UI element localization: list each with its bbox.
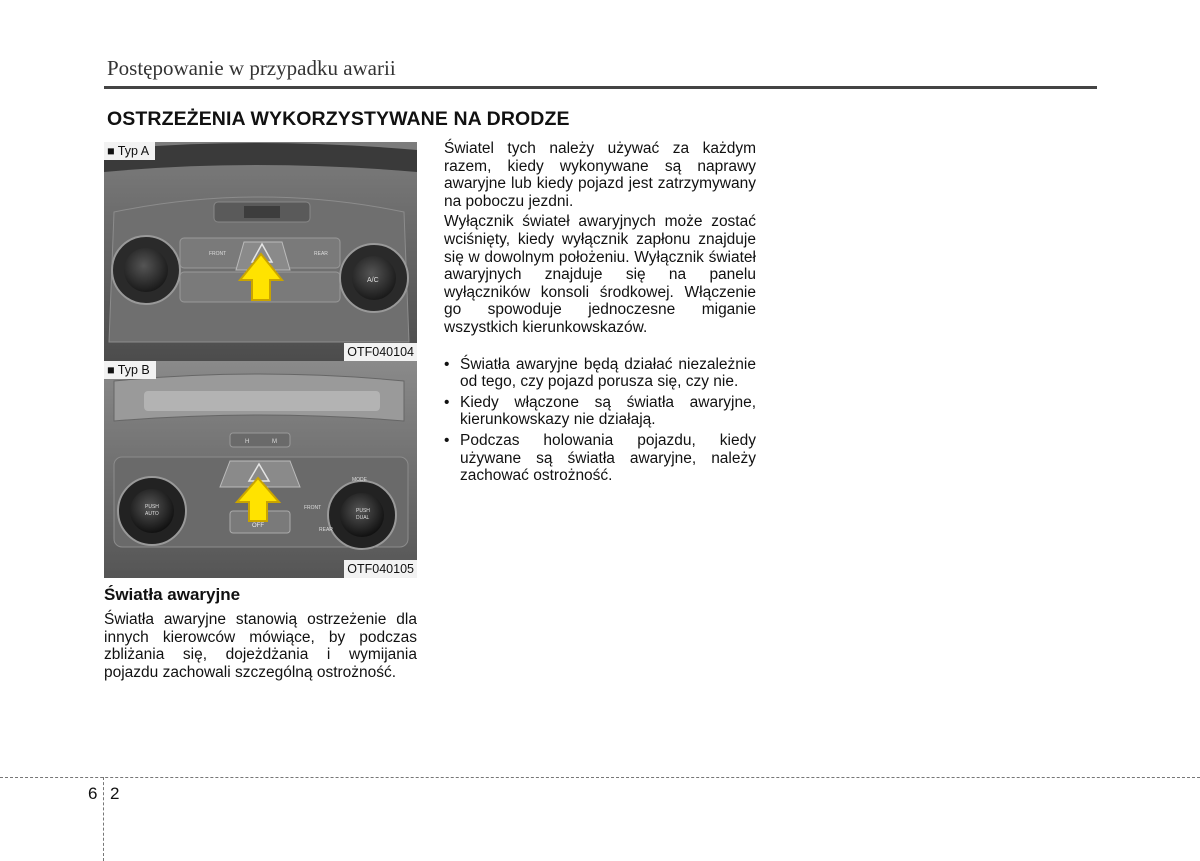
paragraph-usage: Światel tych należy używać za każdym razem, kiedy wykonywane są naprawy awaryjne lub kiedy pojazd jest zatrzymywany na poboczu jezdni. [444, 140, 756, 210]
push-auto-label-1: PUSH [145, 504, 159, 510]
push-dual-label-2: DUAL [356, 515, 370, 521]
hazard-lights-paragraph: Światła awaryjne stanowią ostrzeżenie dla innych kierowców mówiące, by podczas zbliżania się, dojeżdżania i wymijania pojazdu zachowali szczególną ostrożność. [104, 611, 417, 681]
rear-label: REAR [314, 251, 328, 257]
bullet-list [444, 356, 756, 485]
off-label: OFF [252, 523, 264, 529]
h-label: H [245, 439, 250, 445]
list-item [444, 356, 756, 391]
bullet-dot: • [444, 355, 450, 373]
figure-type-b [104, 361, 417, 578]
push-auto-label-2: AUTO [145, 511, 159, 517]
ac-label: A/C [367, 277, 379, 284]
bullet-text: Podczas holowania pojazdu, kiedy używane są światła awaryjne, należy zachować ostrożność. [460, 431, 756, 485]
front-label-b: FRONT [304, 505, 322, 511]
footer-rule [0, 777, 1200, 778]
figure-type-a [104, 142, 417, 361]
chapter-number: 6 [88, 784, 98, 803]
paragraph-switch: Wyłącznik świateł awaryjnych może zostać wciśnięty, kiedy wyłącznik zapłonu znajduje się w dowolnym położeniu. Wyłącznik świateł awaryjnych znajduje się na panelu wyłączników konsoli środkowej. Włączenie go spowoduje jednoczesne miganie wszystkich kierunkowskazów. [444, 213, 756, 336]
mode-label: MODE [352, 477, 367, 483]
figure-b-code: OTF040105 [344, 560, 417, 578]
list-item [444, 432, 756, 485]
left-column [104, 611, 417, 681]
page-number: 2 [110, 784, 120, 803]
front-label: FRONT [209, 251, 227, 257]
figure-b-label: ■ Typ B [104, 361, 156, 379]
push-dual-label-1: PUSH [356, 508, 370, 514]
footer-vertical-rule [103, 777, 104, 861]
bullet-dot: • [444, 393, 450, 411]
header-rule [104, 86, 1097, 89]
subheading-hazard-lights: Światła awaryjne [104, 585, 241, 604]
climate-panel-b-illustration [104, 361, 417, 578]
bullet-dot: • [444, 431, 450, 449]
section-heading: OSTRZEŻENIA WYKORZYSTYWANE NA DRODZE [107, 108, 570, 130]
climate-panel-a-illustration [104, 142, 417, 361]
right-column [444, 140, 756, 488]
figure-a-code: OTF040104 [344, 343, 417, 361]
running-header: Postępowanie w przypadku awarii [107, 56, 396, 80]
list-item [444, 394, 756, 429]
m-label: M [272, 439, 277, 445]
bullet-text: Kiedy włączone są światła awaryjne, kierunkowskazy nie działają. [460, 393, 756, 429]
bullet-text: Światła awaryjne będą działać niezależnie od tego, czy pojazd porusza się, czy nie. [460, 355, 756, 391]
rear-label-b: REAR [319, 527, 333, 533]
figure-a-label: ■ Typ A [104, 142, 155, 160]
